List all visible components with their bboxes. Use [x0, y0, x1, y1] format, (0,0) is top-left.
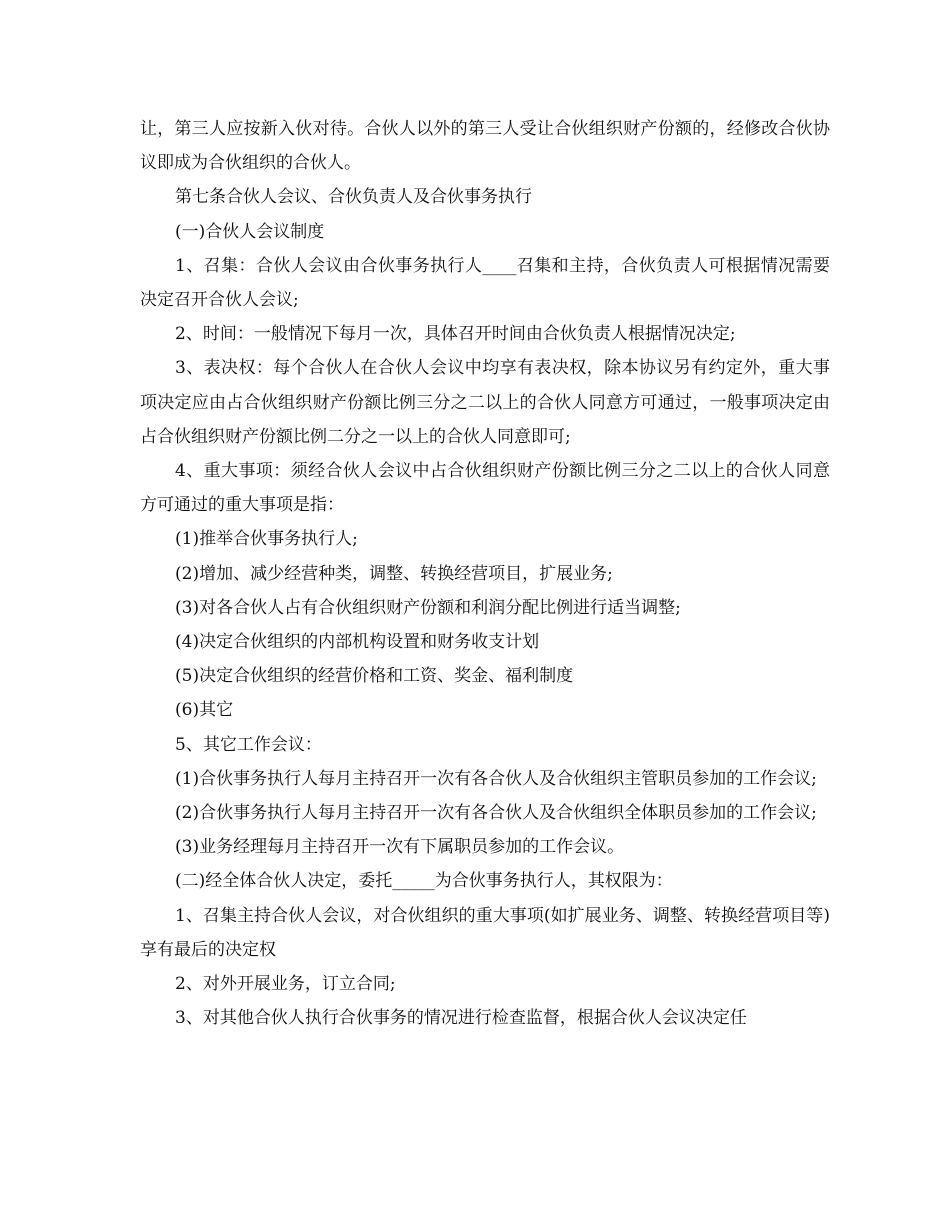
other-meeting-1: (1)合伙事务执行人每月主持召开一次有各合伙人及合伙组织主管职员参加的工作会议;: [175, 768, 817, 789]
major-matter-6: (6)其它: [175, 700, 234, 721]
item-major-matters: 4、重大事项：须经合伙人会议中占合伙组织财产份额比例三分之二以上的合伙人同意方可通过的重大事项是指：: [140, 461, 830, 516]
major-matter-2: (2)增加、减少经营种类，调整、转换经营项目，扩展业务;: [175, 563, 613, 584]
major-matter-3: (3)对各合伙人占有合伙组织财产份额和利润分配比例进行适当调整;: [175, 597, 681, 618]
major-matter-5: (5)决定合伙组织的经营价格和工资、奖金、福利制度: [175, 666, 574, 687]
item-other-meetings: 5、其它工作会议：: [175, 734, 322, 755]
paragraph-1: 让，第三人应按新入伙对待。合伙人以外的第三人受让合伙组织财产份额的，经修改合伙协议即成为合伙组织的合伙人。: [140, 119, 830, 174]
other-meeting-2: (2)合伙事务执行人每月主持召开一次有各合伙人及合伙组织全体职员参加的工作会议;: [175, 803, 817, 824]
section-2-heading: (二)经全体合伙人决定，委托_____为合伙事务执行人，其权限为：: [175, 871, 673, 892]
power-3: 3、对其他合伙人执行合伙事务的情况进行检查监督，根据合伙人会议决定任: [175, 1008, 747, 1029]
item-time: 2、时间：一般情况下每月一次，具体召开时间由合伙负责人根据情况决定;: [175, 324, 736, 345]
other-meeting-3: (3)业务经理每月主持召开一次有下属职员参加的工作会议。: [175, 837, 625, 858]
item-voting-rights: 3、表决权：每个合伙人在合伙人会议中均享有表决权，除本协议另有约定外，重大事项决定应由占合伙组织财产份额比例三分之二以上的合伙人同意方可通过，一般事项决定由占合伙组织财产份额比例二分之一以上的合伙人同意即可;: [140, 358, 830, 447]
document-page: [140, 112, 830, 1035]
item-convene: 1、召集：合伙人会议由合伙事务执行人____召集和主持，合伙负责人可根据情况需要决定召开合伙人会议;: [140, 255, 830, 311]
power-1: 1、召集主持合伙人会议，对合伙组织的重大事项(如扩展业务、调整、转换经营项目等)享有最后的决定权: [140, 905, 830, 960]
section-1-heading: (一)合伙人会议制度: [175, 221, 325, 242]
major-matter-1: (1)推举合伙事务执行人;: [175, 529, 358, 550]
article-7-heading: 第七条合伙人会议、合伙负责人及合伙事务执行: [175, 187, 532, 208]
major-matter-4: (4)决定合伙组织的内部机构设置和财务收支计划: [175, 632, 540, 653]
power-2: 2、对外开展业务，订立合同;: [175, 974, 396, 995]
